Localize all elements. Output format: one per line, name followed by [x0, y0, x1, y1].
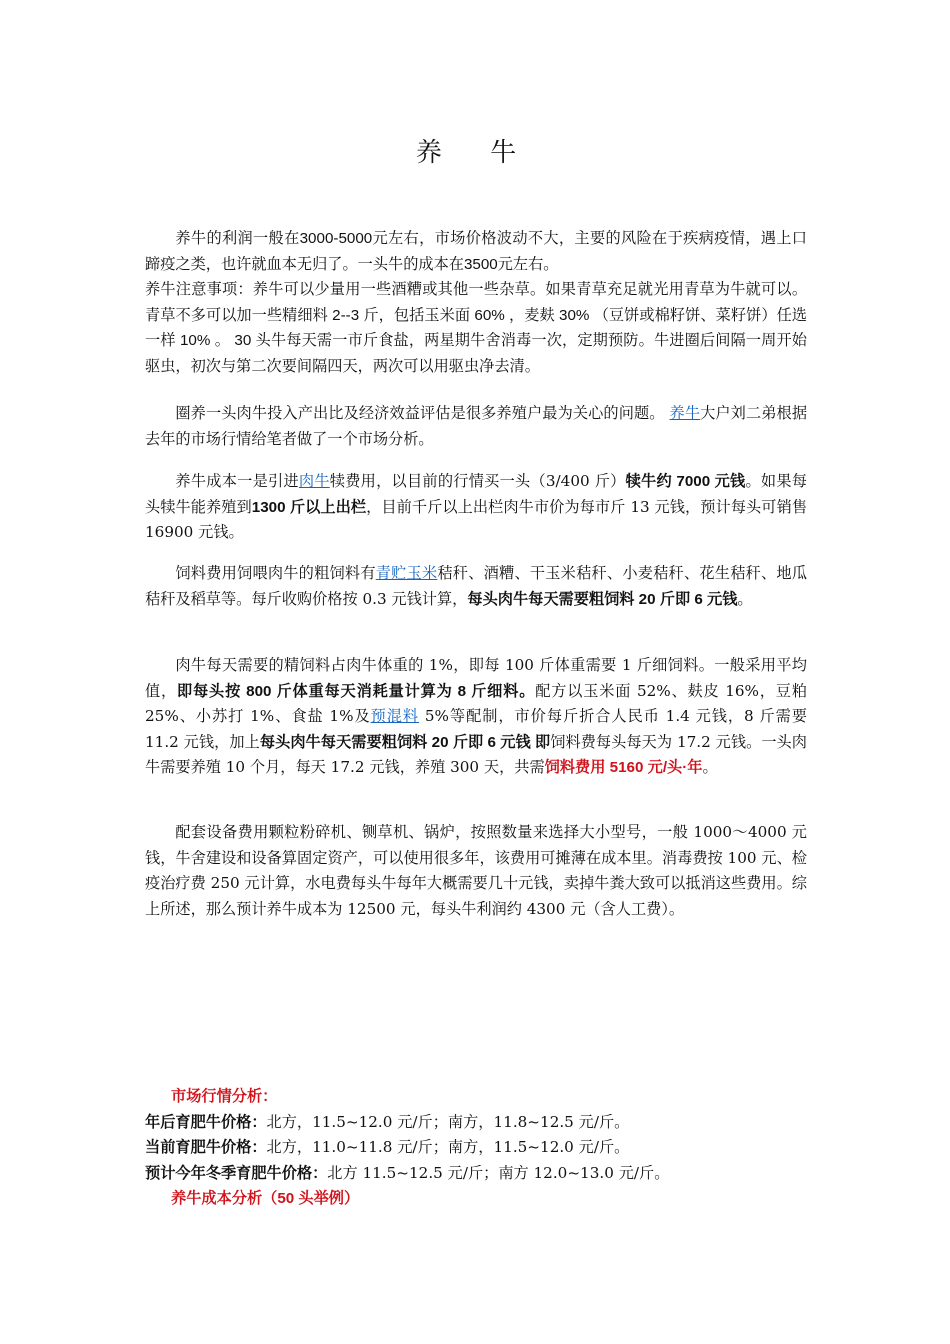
calf-price-highlight: 犊牛约 7000 元钱	[625, 473, 746, 490]
roughage-text-1: 饲料费用饲喂肉牛的粗饲料有	[175, 564, 376, 582]
paragraph-overview	[145, 401, 807, 452]
intro-paragraph-notes: 养牛注意事项：养牛可以少量用一些酒糟或其他一些杂草。如果青草充足就光用青草为牛就可以。青草不多可以加一些精细料 2--3 斤，包括玉米面 60% ，麦麸 30% （豆饼或棉籽饼、菜籽饼）任选一样 10% 。 30 头牛每天需一市斤食盐，两星期牛舍消毒一次，定期预防。牛进圈后间隔一周开始驱虫，初次与第二次要间隔四天，两次可以用驱虫净去清。	[145, 281, 807, 375]
paragraph-roughage	[145, 561, 807, 612]
intro-paragraph-profit: 养牛的利润一般在3000-5000元左右，市场价格波动不大，主要的风险在于疾病疫情，遇上口蹄疫之类，也许就血本无归了。一头牛的成本在3500元左右。	[145, 230, 807, 273]
roughage-text-3: 。	[737, 589, 753, 608]
daily-feed-highlight: 每头肉牛每天需要粗饲料 20 斤即 6 元钱 即	[259, 733, 551, 751]
market-analysis-section	[145, 1084, 807, 1212]
calf-text-4: ，目前千斤以上出栏肉牛市价为每市斤 13 元钱，预计每头可销售 16900 元钱。	[145, 497, 808, 541]
concentrate-amount-highlight: 即每头按 800 斤体重每天消耗量计算为 8 斤细料。	[177, 682, 536, 700]
market-row-text: 北方 11.5~12.5 元/斤；南方 12.0~13.0 元/斤。	[327, 1163, 670, 1182]
concentrate-text-5: 。	[702, 758, 718, 776]
overview-text-2: 大户刘二弟根据去年的市场行情给笔者做了一个市场分析。	[145, 404, 808, 448]
market-row-label: 年后育肥牛价格：	[145, 1113, 267, 1131]
feed-cost-total-highlight: 饲料费用 5160 元/头·年	[544, 759, 703, 776]
roughage-text-2: 秸秆、酒糟、干玉米秸秆、小麦秸秆、花生秸秆、地瓜秸秆及稻草等。每斤收购价格按 0.3 元钱计算，	[145, 564, 808, 608]
market-row-label: 当前育肥牛价格：	[145, 1139, 267, 1156]
link-silage-corn[interactable]: 青贮玉米	[375, 564, 438, 582]
link-premix[interactable]: 预混料	[370, 707, 420, 725]
market-row-label: 预计今年冬季育肥牛价格：	[145, 1164, 328, 1182]
equipment-text: 配套设备费用颗粒粉碎机、铡草机、锅炉，按照数量来选择大小型号，一般 1000～4000 元钱，牛舍建设和设备算固定资产，可以使用很多年，该费用可摊薄在成本里。消毒费按 100 元、检疫治疗费 250 元计算，水电费每头牛每年大概需要几十元钱，卖掉牛粪大致可以抵消这些费用。综上所述，那么预计养牛成本为 12500 元，每头牛利润约 4300 元（含人工费）。	[145, 823, 807, 918]
link-cattle[interactable]: 养牛	[669, 404, 701, 422]
market-row	[145, 1135, 807, 1161]
market-row	[145, 1110, 807, 1136]
market-row-text: 北方，11.0~11.8 元/斤；南方，11.5~12.0 元/斤。	[266, 1138, 630, 1156]
calf-text-3: 。如果每头犊牛能养殖到	[145, 472, 807, 516]
concentrate-text-4: 饲料费每头每天为 17.2 元钱。一头肉牛需要养殖 10 个月，每天 17.2 元钱，养殖 300 天，共需	[145, 732, 807, 776]
calf-text-2: 犊费用，以目前的行情买一头（3/400 斤）	[329, 472, 626, 490]
overview-text: 圈养一头肉牛投入产出比及经济效益评估是很多养殖户最为关心的问题。	[175, 404, 665, 422]
concentrate-text-2: 配方以玉米面 52%、麸皮 16%，豆粕 25%、小苏打 1%、食盐 1%及	[145, 681, 808, 725]
market-row	[145, 1161, 807, 1187]
cost-analysis-heading: 养牛成本分析（50 头举例）	[171, 1190, 360, 1207]
paragraph-equipment	[145, 820, 807, 922]
page-title: 养 牛	[415, 138, 537, 168]
intro-section	[145, 226, 807, 379]
market-row-text: 北方，11.5~12.0 元/斤；南方，11.8~12.5 元/斤。	[266, 1112, 630, 1131]
concentrate-text-3: 5%等配制，市价每斤折合人民币 1.4 元钱，8 斤需要 11.2 元钱，加上	[145, 707, 807, 751]
paragraph-calf-cost	[145, 469, 807, 546]
slaughter-weight-highlight: 1300 斤以上出栏	[251, 498, 367, 516]
link-beef-cattle[interactable]: 肉牛	[298, 472, 330, 490]
paragraph-concentrate	[145, 653, 807, 781]
calf-text-1: 养牛成本一是引进	[175, 472, 299, 490]
concentrate-text-1: 肉牛每天需要的精饲料占肉牛体重的 1%，即每 100 斤体重需要 1 斤细饲料。一般采用平均值，	[145, 656, 807, 700]
market-heading: 市场行情分析：	[171, 1088, 278, 1105]
roughage-cost-highlight: 每头肉牛每天需要粗饲料 20 斤即 6 元钱	[467, 590, 738, 608]
